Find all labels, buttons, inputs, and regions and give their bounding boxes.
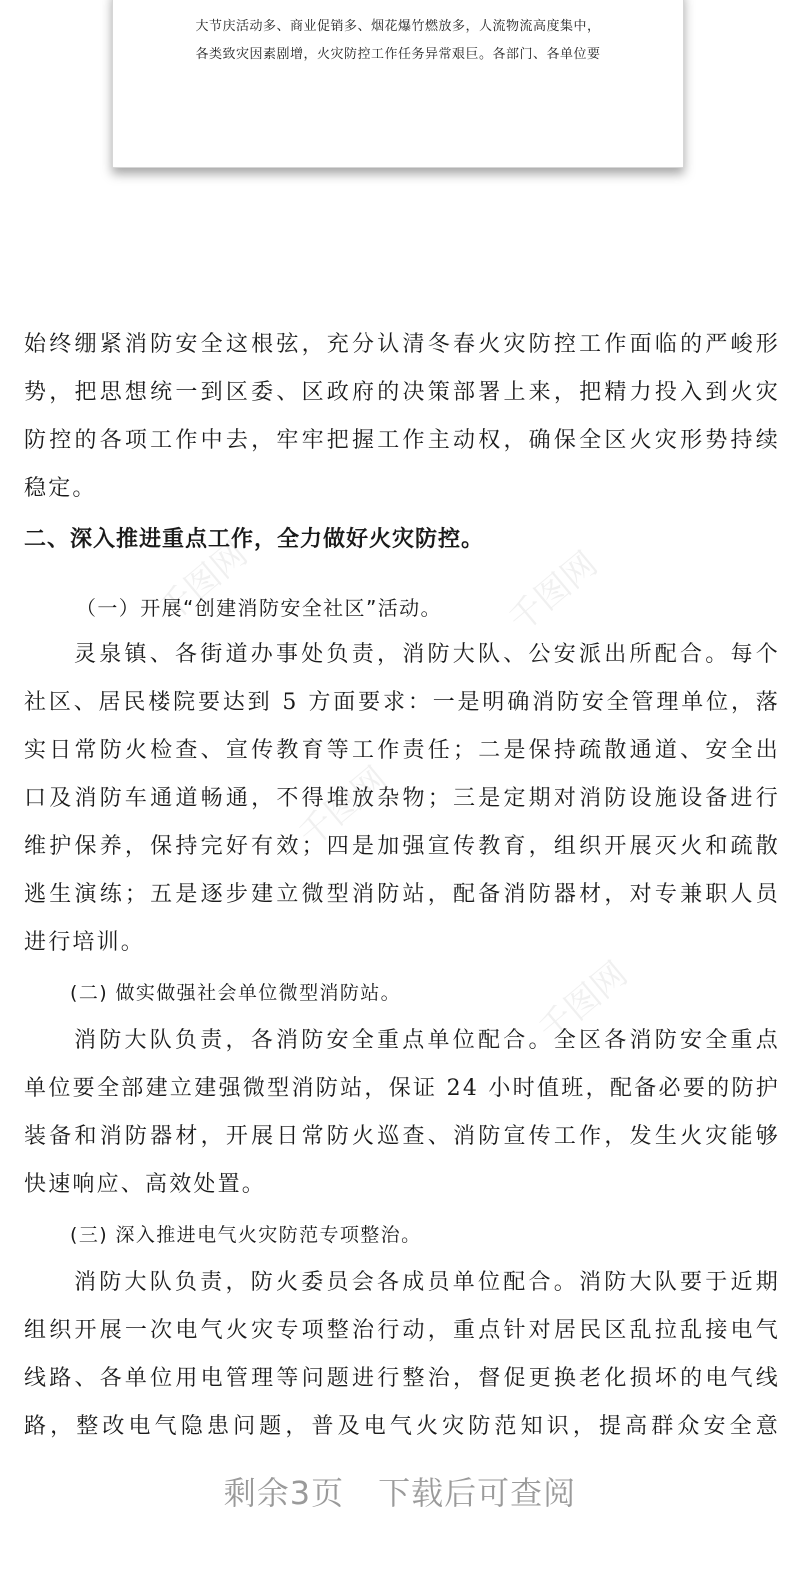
body-line: 社区、居民楼院要达到 5 方面要求：一是明确消防安全管理单位，落 bbox=[24, 690, 780, 715]
download-to-view-link[interactable]: 下载后可查阅 bbox=[378, 1474, 577, 1512]
remaining-pages-count: 剩余3页 bbox=[223, 1474, 345, 1512]
body-line: 稳定。 bbox=[24, 476, 97, 501]
watermark: 千图网 bbox=[501, 544, 606, 641]
subsection-title: (二) 做实做强社会单位微型消防站。 bbox=[70, 982, 402, 1004]
body-line: 单位要全部建立建强微型消防站，保证 24 小时值班，配备必要的防护 bbox=[24, 1076, 780, 1101]
body-line: 路，整改电气隐患问题，普及电气火灾防范知识，提高群众安全意 bbox=[24, 1414, 780, 1439]
body-line: 装备和消防器材，开展日常防火巡查、消防宣传工作，发生火灾能够 bbox=[24, 1124, 780, 1149]
preview-line-1: 大节庆活动多、商业促销多、烟花爆竹燃放多，人流物流高度集中， bbox=[195, 19, 601, 34]
watermark: 千图网 bbox=[531, 954, 636, 1051]
body-line: 线路、各单位用电管理等问题进行整治，督促更换老化损坏的电气线 bbox=[24, 1366, 780, 1391]
subsection-title: （一）开展“创建消防安全社区”活动。 bbox=[76, 596, 442, 620]
body-line: 消防大队负责，各消防安全重点单位配合。全区各消防安全重点 bbox=[74, 1028, 780, 1053]
body-line: 实日常防火检查、宣传教育等工作责任；二是保持疏散通道、安全出 bbox=[24, 738, 780, 763]
watermark: 千图网 bbox=[151, 534, 256, 631]
body-line: 灵泉镇、各街道办事处负责，消防大队、公安派出所配合。每个 bbox=[74, 642, 780, 667]
body-line: 快速响应、高效处置。 bbox=[24, 1172, 267, 1197]
preview-line-2: 各类致灾因素剧增，火灾防控工作任务异常艰巨。各部门、各单位要 bbox=[195, 47, 601, 62]
body-line: 势，把思想统一到区委、区政府的决策部署上来，把精力投入到火灾 bbox=[24, 380, 780, 405]
body-line: 始终绷紧消防安全这根弦，充分认清冬春火灾防控工作面临的严峻形 bbox=[24, 332, 780, 357]
body-line: 进行培训。 bbox=[24, 930, 146, 955]
body-line: 逃生演练；五是逐步建立微型消防站，配备消防器材，对专兼职人员 bbox=[24, 882, 780, 907]
body-line: 口及消防车通道畅通，不得堆放杂物；三是定期对消防设施设备进行 bbox=[24, 786, 780, 811]
body-line: 维护保养，保持完好有效；四是加强宣传教育，组织开展灭火和疏散 bbox=[24, 834, 780, 859]
remaining-pages-banner[interactable] bbox=[0, 1468, 800, 1514]
page-preview-card bbox=[112, 0, 684, 168]
subsection-title: (三) 深入推进电气火灾防范专项整治。 bbox=[70, 1224, 422, 1246]
section-heading: 二、深入推进重点工作，全力做好火灾防控。 bbox=[24, 527, 485, 552]
body-line: 组织开展一次电气火灾专项整治行动，重点针对居民区乱拉乱接电气 bbox=[24, 1318, 780, 1343]
body-line: 消防大队负责，防火委员会各成员单位配合。消防大队要于近期 bbox=[74, 1270, 780, 1295]
body-line: 防控的各项工作中去，牢牢把握工作主动权，确保全区火灾形势持续 bbox=[24, 428, 780, 453]
watermark: 千图网 bbox=[291, 759, 396, 856]
